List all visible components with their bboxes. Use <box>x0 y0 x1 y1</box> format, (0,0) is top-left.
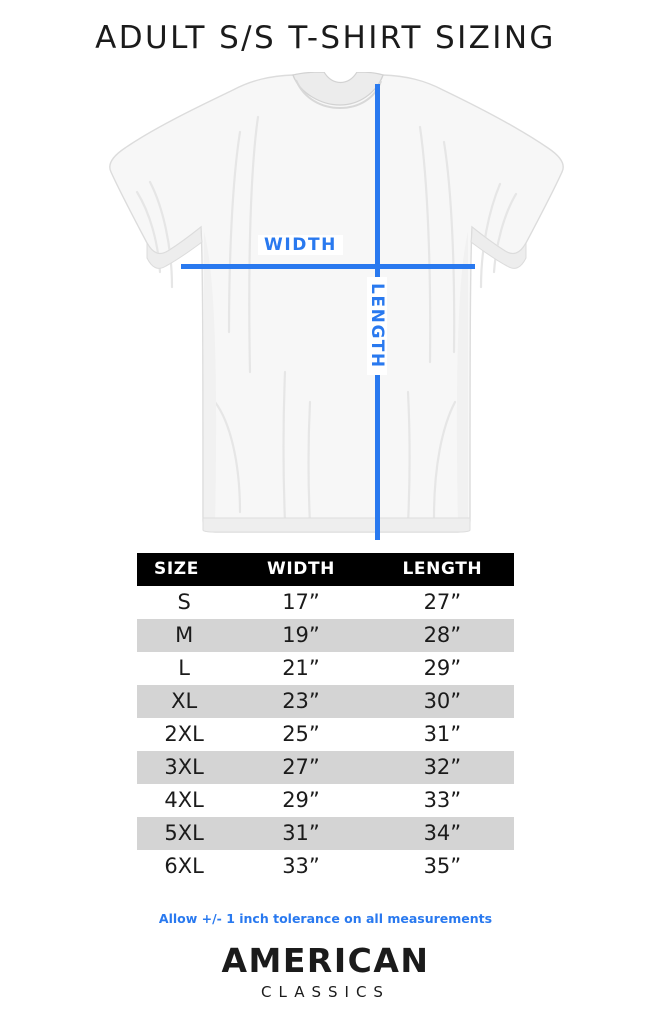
cell-size: 5XL <box>137 817 231 850</box>
cell-size: 2XL <box>137 718 231 751</box>
table-row <box>137 619 514 652</box>
width-label: WIDTH <box>258 235 343 255</box>
cell-length: 30” <box>371 685 514 718</box>
table-header-row <box>137 553 514 586</box>
width-measurement-line <box>181 264 475 269</box>
column-header-width: WIDTH <box>231 553 370 586</box>
cell-width: 29” <box>231 784 370 817</box>
tshirt-diagram <box>0 72 651 542</box>
size-table <box>137 553 514 883</box>
cell-size: 3XL <box>137 751 231 784</box>
cell-size: 6XL <box>137 850 231 883</box>
table-row <box>137 718 514 751</box>
cell-size: L <box>137 652 231 685</box>
table-row <box>137 817 514 850</box>
cell-width: 17” <box>231 586 370 619</box>
cell-size: 4XL <box>137 784 231 817</box>
column-header-size: SIZE <box>137 553 231 586</box>
cell-width: 27” <box>231 751 370 784</box>
tolerance-note: Allow +/- 1 inch tolerance on all measurements <box>158 911 493 926</box>
cell-size: M <box>137 619 231 652</box>
cell-size: XL <box>137 685 231 718</box>
table-row <box>137 784 514 817</box>
cell-length: 31” <box>371 718 514 751</box>
column-header-length: LENGTH <box>371 553 514 586</box>
table-row <box>137 685 514 718</box>
cell-length: 29” <box>371 652 514 685</box>
table-row <box>137 751 514 784</box>
table-row <box>137 586 514 619</box>
cell-size: S <box>137 586 231 619</box>
cell-length: 32” <box>371 751 514 784</box>
cell-width: 23” <box>231 685 370 718</box>
cell-length: 33” <box>371 784 514 817</box>
table-row <box>137 850 514 883</box>
cell-width: 31” <box>231 817 370 850</box>
cell-width: 33” <box>231 850 370 883</box>
cell-width: 19” <box>231 619 370 652</box>
table-row <box>137 652 514 685</box>
cell-length: 35” <box>371 850 514 883</box>
length-label: LENGTH <box>367 277 387 375</box>
brand-subtitle: CLASSICS <box>261 983 390 1001</box>
size-table-container <box>137 553 514 883</box>
page-title: ADULT S/S T-SHIRT SIZING <box>95 20 556 56</box>
cell-length: 27” <box>371 586 514 619</box>
cell-length: 28” <box>371 619 514 652</box>
cell-width: 25” <box>231 718 370 751</box>
cell-width: 21” <box>231 652 370 685</box>
tshirt-illustration <box>0 72 651 542</box>
cell-length: 34” <box>371 817 514 850</box>
brand-name: AMERICAN <box>221 941 430 980</box>
